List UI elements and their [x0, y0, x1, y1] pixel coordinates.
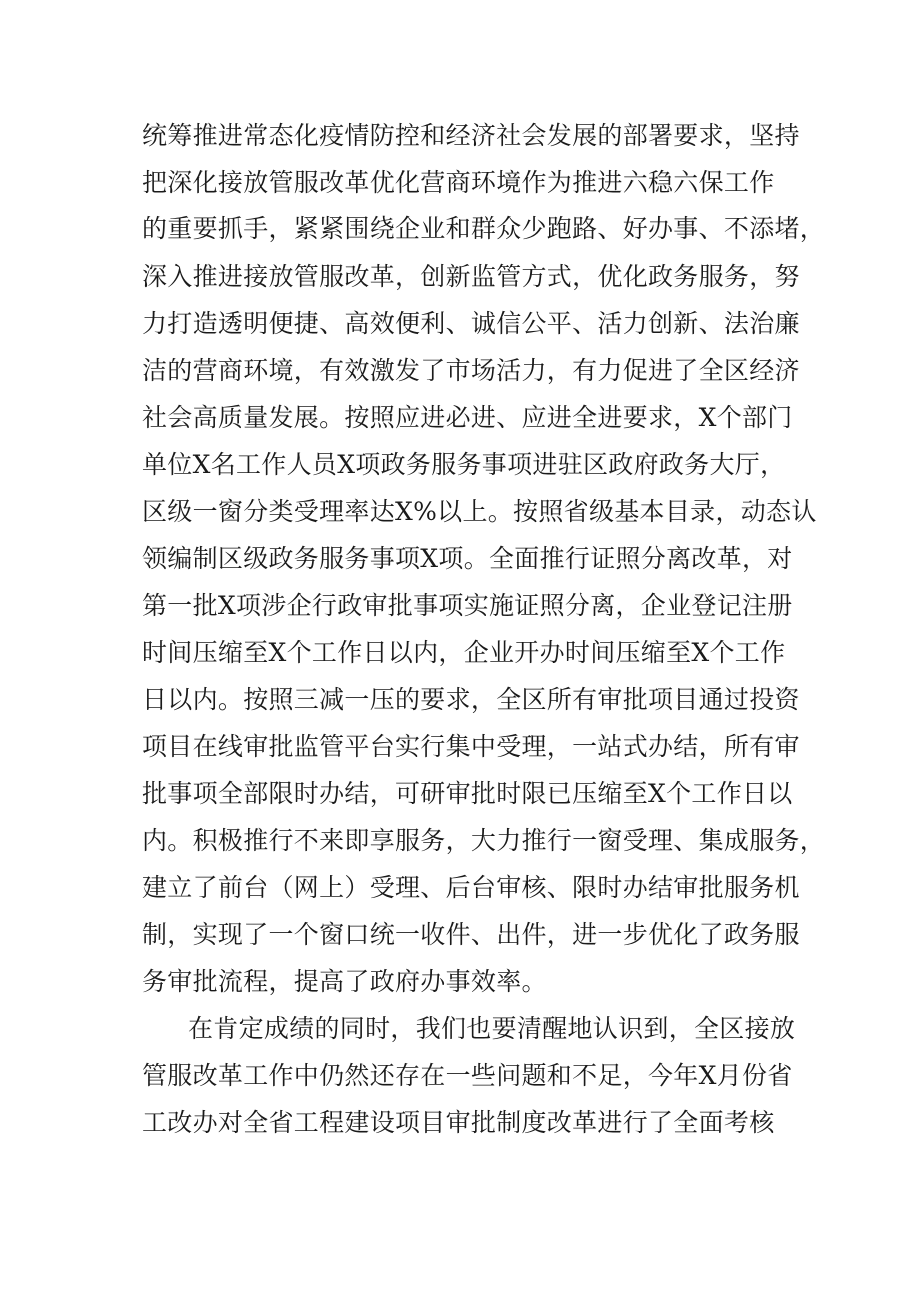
- text-line: 内。积极推行不来即享服务，大力推行一窗受理、集成服务，: [142, 826, 826, 855]
- text-line: 第一批X项涉企行政审批事项实施证照分离，企业登记注册: [142, 591, 793, 620]
- text-line: 把深化接放管服改革优化营商环境作为推进六稳六保工作: [142, 168, 775, 197]
- text-line: 项目在线审批监管平台实行集中受理，一站式办结，所有审: [142, 732, 800, 761]
- text-line: 的重要抓手，紧紧围绕企业和群众少跑路、好办事、不添堵，: [142, 214, 826, 243]
- paragraph-first-line: 在肯定成绩的同时，我们也要清醒地认识到，全区接放: [188, 1014, 796, 1043]
- text-line: 制，实现了一个窗口统一收件、出件，进一步优化了政务服: [142, 920, 800, 949]
- text-line: 深入推进接放管服改革，创新监管方式，优化政务服务，努: [142, 262, 800, 291]
- text-line: 统筹推进常态化疫情防控和经济社会发展的部署要求，坚持: [142, 121, 800, 150]
- text-line: 洁的营商环境，有效激发了市场活力，有力促进了全区经济: [142, 356, 800, 385]
- text-line: 单位X名工作人员X项政务服务事项进驻区政府政务大厅，: [142, 450, 786, 479]
- text-line: 时间压缩至X个工作日以内，企业开办时间压缩至X个工作: [142, 638, 786, 667]
- text-line: 社会高质量发展。按照应进必进、应进全进要求，X个部门: [142, 403, 793, 432]
- text-line: 建立了前台（网上）受理、后台审核、限时办结审批服务机: [142, 873, 800, 902]
- text-line: 务审批流程，提高了政府办事效率。: [142, 967, 547, 996]
- text-line: 区级一窗分类受理率达X%以上。按照省级基本目录，动态认: [142, 497, 817, 526]
- text-line: 批事项全部限时办结，可研审批时限已压缩至X个工作日以: [142, 779, 793, 808]
- text-line: 工改办对全省工程建设项目审批制度改革进行了全面考核: [142, 1108, 775, 1137]
- text-line: 领编制区级政务服务事项X项。全面推行证照分离改革，对: [142, 544, 793, 573]
- text-line: 日以内。按照三减一压的要求，全区所有审批项目通过投资: [142, 685, 800, 714]
- text-line: 力打造透明便捷、高效便利、诚信公平、活力创新、法治廉: [142, 309, 800, 338]
- text-line: 管服改革工作中仍然还存在一些问题和不足，今年X月份省: [142, 1061, 793, 1090]
